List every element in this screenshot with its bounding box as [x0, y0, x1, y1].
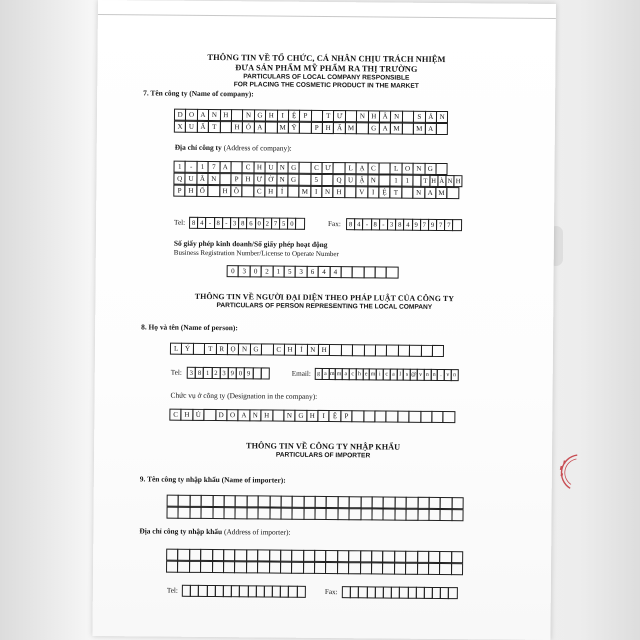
- form-box-cell: U: [185, 173, 197, 185]
- form-box-cell: m: [328, 368, 336, 380]
- form-box-cell: [447, 187, 459, 199]
- form-box-cell: 9: [412, 219, 421, 231]
- importer-name-label-en: (Name of importer):: [221, 475, 286, 485]
- form-box-cell: H: [242, 173, 254, 185]
- form-box-cell: h: [355, 368, 363, 380]
- form-box-cell: c: [349, 368, 357, 380]
- stamp-mark: [563, 460, 566, 463]
- form-box-cell: 0: [287, 218, 296, 230]
- form-box-cell: P: [230, 173, 242, 185]
- form-box-cell-empty: [451, 551, 463, 563]
- form-box-cell: @: [410, 369, 418, 381]
- form-box-cell: Â: [379, 110, 391, 122]
- designation-label: [171, 391, 318, 401]
- form-box-cell: D: [174, 109, 186, 121]
- form-box-cell: 1: [390, 175, 402, 187]
- form-box-cell: M: [276, 122, 288, 134]
- form-box-cell: P: [299, 110, 311, 122]
- form-box-cell: N: [276, 174, 288, 186]
- form-box-cell: N: [390, 111, 402, 123]
- license-label-en: Business Registration Number/License to Operate Number: [173, 248, 339, 259]
- form-box-cell: H: [265, 109, 277, 121]
- form-box-cell: 8: [395, 219, 404, 231]
- company-address-row-3: [174, 185, 459, 199]
- form-box-cell: 1: [174, 161, 186, 173]
- form-box-cell: m: [335, 368, 343, 380]
- form-box-cell: H: [185, 185, 197, 197]
- form-box-cell: 8: [346, 218, 355, 230]
- form-box-cell: I: [310, 186, 322, 198]
- form-box-cell: Ả: [425, 111, 437, 123]
- importer-address-label: [139, 526, 290, 536]
- form-box-cell: C: [310, 162, 322, 174]
- form-box-cell: G: [295, 410, 307, 422]
- form-box-cell: U: [185, 121, 197, 133]
- form-box-cell: 8: [195, 367, 204, 379]
- form-box-cell: g: [315, 368, 323, 380]
- form-box-cell: Ư: [333, 110, 345, 122]
- form-box-cell: H: [429, 175, 438, 187]
- form-box-cell: 1: [401, 175, 413, 187]
- document-page: [92, 0, 556, 640]
- form-box-cell: H: [260, 409, 272, 421]
- form-box-cell: H: [318, 344, 330, 356]
- form-box-cell: Ó: [242, 121, 254, 133]
- form-box-cell: Q: [333, 174, 345, 186]
- form-box-cell: Ồ: [230, 185, 242, 197]
- form-box-cell: 7: [420, 219, 429, 231]
- form-box-cell: A: [424, 187, 436, 199]
- form-box-cell: N: [307, 344, 319, 356]
- form-box-cell: 4: [403, 219, 412, 231]
- form-box-cell: a: [321, 368, 329, 380]
- person-email-label: Email:: [291, 369, 311, 378]
- form-box-cell: X: [174, 121, 186, 133]
- form-box-cell: M: [299, 186, 311, 198]
- form-box-cell: .: [437, 369, 445, 381]
- form-box-cell: N: [436, 111, 448, 123]
- form-box-cell: n: [423, 369, 431, 381]
- form-box-cell: M: [390, 123, 402, 135]
- section-title-vi: THÔNG TIN VỀ TỔ CHỨC, CÁ NHÂN CHỊU TRÁCH NHIỆM: [207, 52, 446, 65]
- importer-address-label-vi: Địa chỉ công ty nhập khẩu: [139, 526, 223, 537]
- form-box-cell-empty: [451, 509, 463, 521]
- form-box-cell: Ư: [253, 173, 265, 185]
- form-box-cell: e: [362, 368, 370, 380]
- form-box-cell: C: [253, 185, 265, 197]
- importer-section-title-en: PARTICULARS OF IMPORTER: [275, 451, 371, 460]
- form-box-cell: 3: [187, 367, 196, 379]
- form-box-cell: Ố: [196, 185, 208, 197]
- stamp-arc: [558, 453, 577, 489]
- person-tel-boxes: [188, 367, 270, 380]
- form-box-cell: T: [390, 187, 402, 199]
- form-box-cell: I: [317, 410, 329, 422]
- company-name-label: 7. Tên công ty (Name of company):: [143, 88, 254, 99]
- person-name-boxes: [171, 343, 444, 357]
- person-tel-label: Tel:: [170, 368, 182, 377]
- importer-address-label-en: (Address of importer):: [223, 527, 291, 537]
- importer-address-row-2: [167, 561, 463, 576]
- license-label-vi: Số giấy phép kinh doanh/Số giấy phép hoạt động: [173, 238, 328, 250]
- form-box-cell: G: [287, 162, 299, 174]
- form-box-cell: 4: [354, 218, 363, 230]
- form-box-cell: 1: [272, 266, 284, 278]
- form-box-cell: À: [437, 175, 446, 187]
- form-box-cell: Ý: [181, 343, 193, 355]
- importer-tel-label: Tel:: [166, 586, 178, 595]
- section-title-en-line2: FOR PLACING THE COSMETIC PRODUCT IN THE MARKET: [233, 81, 419, 90]
- form-box-cell: Ấ: [197, 121, 209, 133]
- designation-label-en: (Designation in the company):: [227, 391, 318, 401]
- form-box-cell: [452, 219, 461, 231]
- form-box-cell: 3: [230, 217, 239, 229]
- form-box-cell: Ư: [322, 162, 334, 174]
- form-box-cell: O: [401, 163, 413, 175]
- form-box-cell: U: [265, 161, 277, 173]
- form-box-cell: Ờ: [265, 173, 277, 185]
- representative-section-title-en: PARTICULARS OF PERSON REPRESENTING THE LOCAL COMPANY: [216, 302, 433, 311]
- form-box-cell: Ệ: [288, 110, 300, 122]
- designation-label-vi: Chức vụ ở công ty: [170, 390, 226, 401]
- form-box-cell: 0: [249, 265, 261, 277]
- form-box-cell: 2: [211, 367, 220, 379]
- form-box-cell: U: [344, 174, 356, 186]
- form-box-cell: I: [276, 110, 288, 122]
- form-box-cell: M: [345, 122, 357, 134]
- form-box-cell: 5: [284, 266, 296, 278]
- form-box-cell: 7: [271, 218, 280, 230]
- importer-fax-label: Fax:: [324, 588, 338, 597]
- company-address-label-en: (Address of company):: [223, 143, 292, 153]
- form-box-cell: N: [356, 110, 368, 122]
- form-box-cell: H: [220, 109, 232, 121]
- form-box-cell: Ỹ: [288, 122, 300, 134]
- form-box-cell: 3: [387, 219, 396, 231]
- form-box-cell: M: [435, 187, 447, 199]
- section-title-vi-line2: ĐƯA SẢN PHẨM MỸ PHẨM RA THỊ TRƯỜNG: [235, 63, 418, 74]
- form-box-cell: I: [367, 186, 379, 198]
- form-box-cell: T: [208, 121, 220, 133]
- form-box-cell: 9: [244, 367, 253, 379]
- form-box-cell-empty: [448, 587, 457, 599]
- form-box-cell: V: [356, 186, 368, 198]
- form-box-cell: M: [413, 123, 425, 135]
- form-box-cell: 5: [310, 174, 322, 186]
- form-box-cell: 9: [228, 367, 237, 379]
- form-box-cell: Â: [196, 173, 208, 185]
- form-box-cell: Ậ: [356, 174, 368, 186]
- importer-fax-boxes: [343, 586, 458, 599]
- form-box-cell: 0: [227, 265, 239, 277]
- form-box-cell: 7: [444, 219, 453, 231]
- form-box-cell: N: [321, 186, 333, 198]
- form-box-cell: H: [181, 409, 193, 421]
- form-box-cell: -: [185, 161, 197, 173]
- form-box-cell: 2: [263, 217, 272, 229]
- form-box-cell: a: [389, 369, 397, 381]
- form-box-cell: 8: [238, 217, 247, 229]
- form-box-cell: O: [226, 409, 238, 421]
- form-box-cell: T: [204, 343, 216, 355]
- form-box-cell: n: [430, 369, 438, 381]
- form-box-cell: N: [238, 343, 250, 355]
- form-box-cell: Ọ: [227, 343, 239, 355]
- form-box-cell: N: [283, 410, 295, 422]
- form-box-cell: H: [219, 185, 231, 197]
- form-box-cell: [435, 163, 447, 175]
- form-box-cell: H: [231, 121, 243, 133]
- form-box-cell: Ẩ: [333, 122, 345, 134]
- form-box-cell: R: [215, 343, 227, 355]
- form-box-cell: [386, 267, 398, 279]
- license-number-boxes: [228, 265, 399, 278]
- company-tel-label: Tel:: [174, 218, 186, 227]
- company-fax-label: Fax:: [328, 220, 341, 229]
- form-box-cell: n: [451, 369, 459, 381]
- form-box-cell: C: [272, 344, 284, 356]
- form-box-cell: [443, 411, 455, 423]
- form-box-cell: G: [250, 343, 262, 355]
- form-box-cell: L: [344, 162, 356, 174]
- form-box-cell: C: [169, 409, 181, 421]
- form-box-cell: -: [222, 217, 231, 229]
- form-box-cell: N: [208, 173, 220, 185]
- form-box-cell: P: [311, 122, 323, 134]
- form-box-cell: Ủ: [192, 409, 204, 421]
- form-box-cell: 8: [214, 217, 223, 229]
- form-box-cell-empty: [451, 563, 463, 575]
- form-box-cell: c: [383, 369, 391, 381]
- form-box-cell: H: [454, 175, 463, 187]
- form-box-cell: [295, 218, 304, 230]
- form-box-cell: H: [284, 344, 296, 356]
- form-box-cell: 4: [329, 266, 341, 278]
- form-box-cell: L: [170, 343, 182, 355]
- form-box-cell: -: [205, 217, 214, 229]
- form-box-cell: N: [413, 163, 425, 175]
- representative-section-title-vi: THÔNG TIN VỀ NGƯỜI ĐẠI DIỆN THEO PHÁP LUẬT CỦA CÔNG TY: [194, 291, 455, 304]
- importer-tel-boxes: [183, 585, 306, 598]
- form-box-cell: s: [403, 369, 411, 381]
- form-box-cell: v: [417, 369, 425, 381]
- form-box-cell: v: [444, 369, 452, 381]
- form-box-cell: A: [379, 122, 391, 134]
- form-box-cell: 9: [428, 219, 437, 231]
- person-email-boxes: [316, 368, 459, 381]
- company-fax-boxes: [347, 218, 462, 231]
- form-box-cell: Ệ: [378, 186, 390, 198]
- form-box-cell: A: [424, 123, 436, 135]
- form-box-cell: C: [367, 162, 379, 174]
- company-address-label: [175, 143, 292, 153]
- form-box-cell: N: [367, 174, 379, 186]
- form-box-cell: -: [379, 218, 388, 230]
- form-box-cell: T: [322, 110, 334, 122]
- form-box-cell: 0: [255, 217, 264, 229]
- form-box-cell: N: [412, 187, 424, 199]
- importer-section-title-vi: THÔNG TIN VỀ CÔNG TY NHẬP KHẨU: [245, 441, 401, 452]
- form-box-cell: 2: [261, 265, 273, 277]
- form-box-cell: 6: [306, 266, 318, 278]
- form-box-cell: Ạ: [356, 162, 368, 174]
- form-box-cell: 8: [189, 217, 198, 229]
- section-title-en: PARTICULARS OF LOCAL COMPANY RESPONSIBLE: [243, 73, 410, 82]
- form-box-cell: P: [340, 410, 352, 422]
- company-address-label-vi: Địa chỉ công ty: [174, 142, 222, 153]
- form-box-cell: H: [306, 410, 318, 422]
- form-box-cell-empty: [296, 586, 305, 598]
- form-box-cell: H: [264, 185, 276, 197]
- form-box-cell: N: [208, 109, 220, 121]
- form-box-cell: 7: [208, 161, 220, 173]
- form-box-cell: 3: [238, 265, 250, 277]
- form-box-cell: G: [367, 122, 379, 134]
- form-box-cell: Í: [276, 186, 288, 198]
- importer-name-label: [140, 474, 286, 484]
- form-box-cell: -: [362, 218, 371, 230]
- form-box-cell: 4: [318, 266, 330, 278]
- form-box-cell: N: [249, 409, 261, 421]
- form-box-cell: 0: [236, 367, 245, 379]
- form-box-cell: 8: [371, 218, 380, 230]
- importer-name-label-vi: 9. Tên công ty nhập khẩu: [139, 474, 220, 485]
- form-box-cell: H: [253, 161, 265, 173]
- designation-boxes: [170, 409, 455, 423]
- form-box-cell: m: [369, 368, 377, 380]
- form-box-cell: 1: [196, 161, 208, 173]
- form-box-cell: 7: [436, 219, 445, 231]
- form-box-cell: 4: [197, 217, 206, 229]
- form-box-cell: [260, 367, 269, 379]
- form-box-cell: Ệ: [329, 410, 341, 422]
- form-box-cell: 1: [203, 367, 212, 379]
- form-box-cell: S: [413, 111, 425, 123]
- form-box-cell: D: [215, 409, 227, 421]
- form-box-cell-empty: [451, 497, 463, 509]
- form-box-cell: O: [185, 109, 197, 121]
- form-box-cell: N: [242, 109, 254, 121]
- form-box-cell: G: [254, 109, 266, 121]
- form-box-cell: N: [445, 175, 454, 187]
- form-box-cell: a: [342, 368, 350, 380]
- form-box-cell: i: [376, 368, 384, 380]
- form-box-cell: 5: [279, 218, 288, 230]
- company-name-row-2: [175, 121, 448, 135]
- form-box-cell: P: [173, 185, 185, 197]
- form-box-cell: T: [421, 175, 430, 187]
- form-box-cell: [436, 123, 448, 135]
- company-tel-boxes: [190, 217, 305, 230]
- form-box-cell: N: [276, 162, 288, 174]
- form-box-cell: G: [287, 174, 299, 186]
- form-box-cell: A: [254, 121, 266, 133]
- form-box-cell: H: [322, 122, 334, 134]
- form-box-cell: Í: [295, 344, 307, 356]
- importer-name-row-2: [167, 507, 463, 522]
- form-box-cell: Q: [173, 173, 185, 185]
- form-box-cell: A: [219, 161, 231, 173]
- form-box-cell: L: [390, 163, 402, 175]
- form-box-cell: H: [333, 186, 345, 198]
- form-box-cell: G: [424, 163, 436, 175]
- form-box-cell: [432, 345, 444, 357]
- form-box-cell: A: [197, 109, 209, 121]
- form-box-cell: A: [238, 409, 250, 421]
- page-fold-line: [98, 14, 556, 19]
- form-box-cell: l: [396, 369, 404, 381]
- person-name-label: 8. Họ và tên (Name of person):: [141, 322, 238, 333]
- form-box-cell: 6: [246, 217, 255, 229]
- form-box-cell: 3: [219, 367, 228, 379]
- form-box-cell: 3: [295, 266, 307, 278]
- form-box-cell: C: [242, 161, 254, 173]
- form-box-cell: H: [368, 110, 380, 122]
